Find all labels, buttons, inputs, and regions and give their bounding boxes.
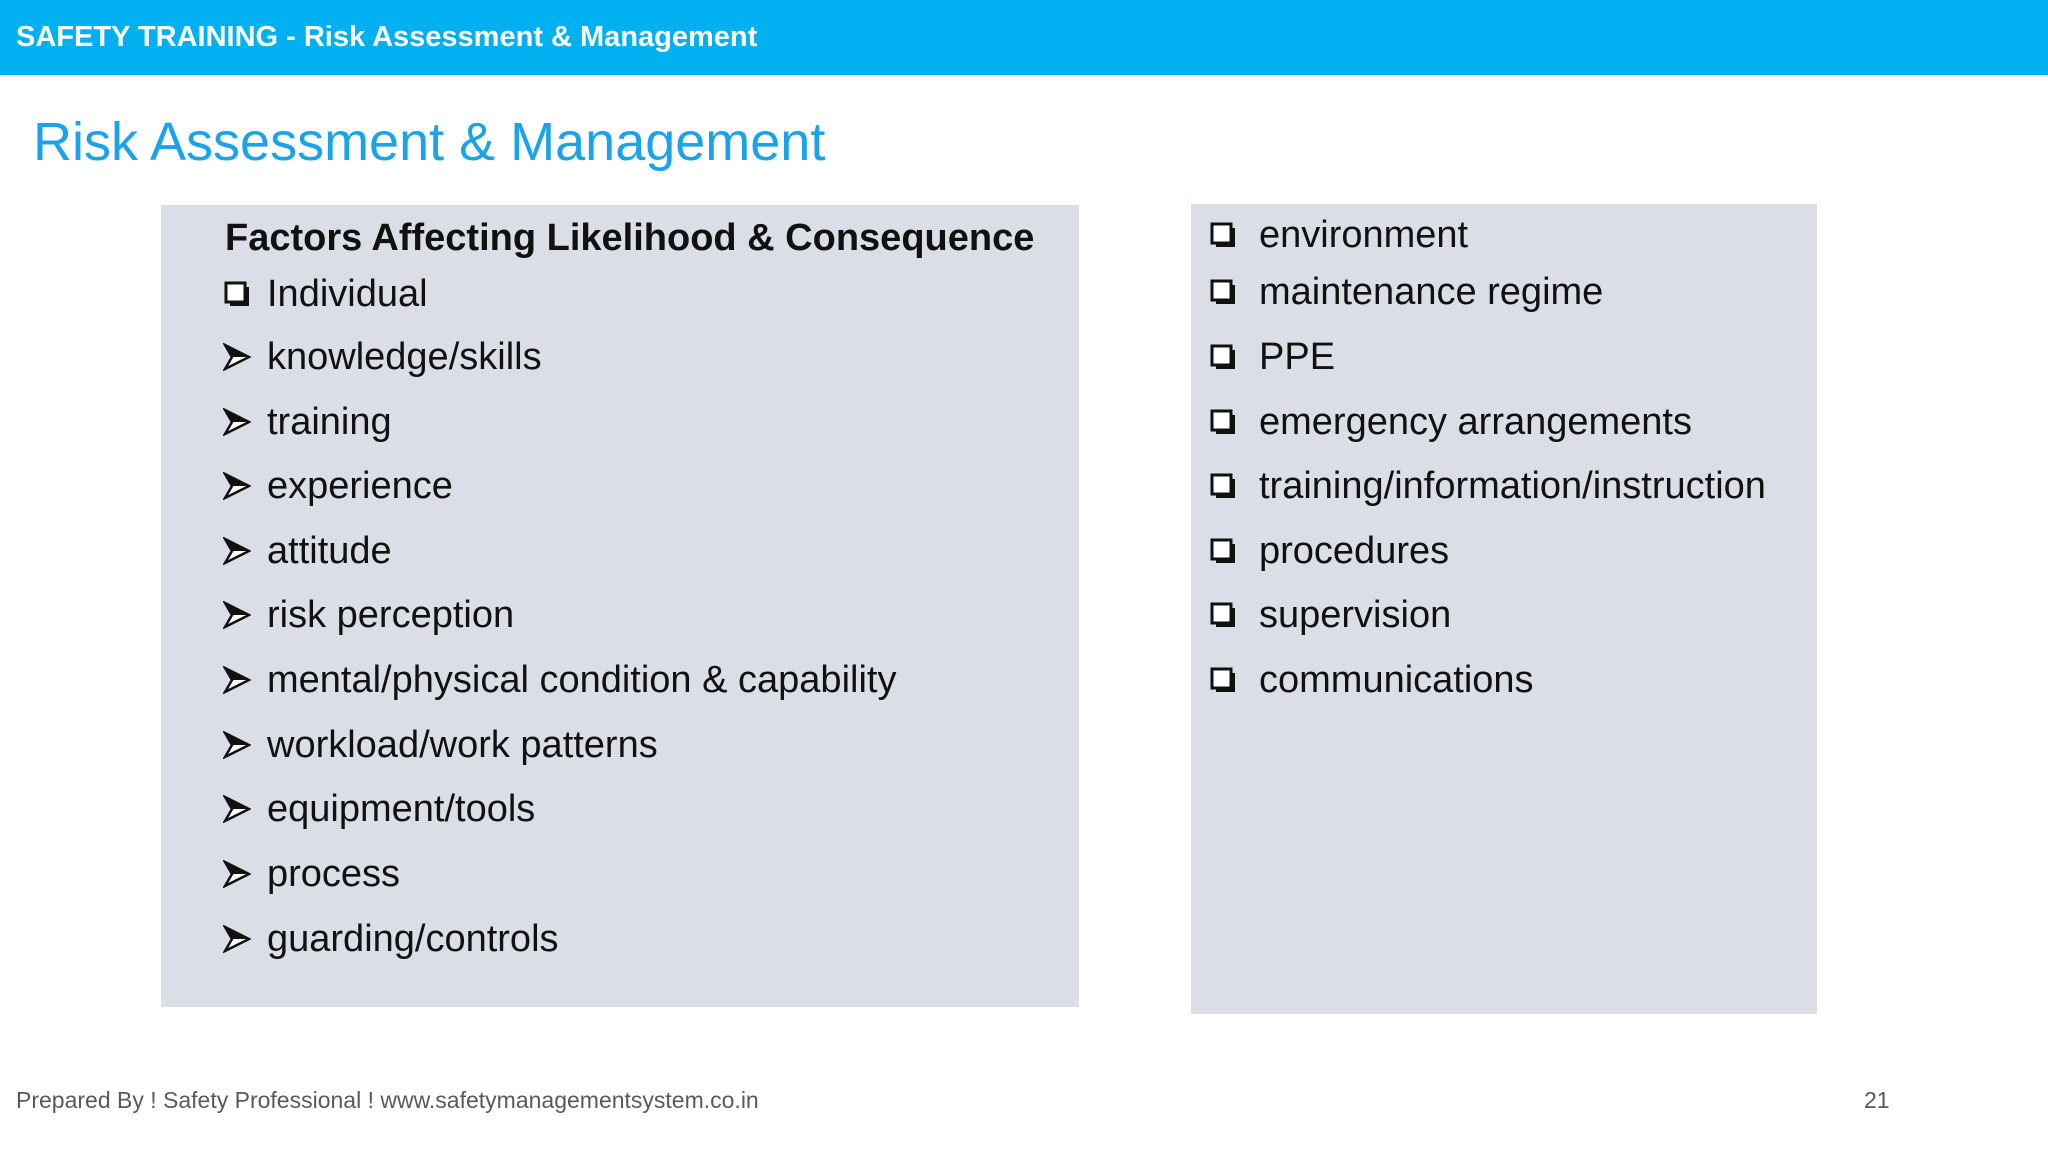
list-item-label: experience xyxy=(267,465,453,507)
arrow-bullet-icon xyxy=(223,718,267,772)
arrow-bullet-icon xyxy=(223,459,267,513)
arrow-bullet-icon xyxy=(223,524,267,578)
checkbox-icon xyxy=(1209,330,1253,384)
page-number: 21 xyxy=(1864,1087,1890,1113)
list-item-label: Individual xyxy=(267,273,428,315)
list-item-label: attitude xyxy=(267,530,392,572)
left-panel xyxy=(161,205,1079,1007)
list-item-label: knowledge/skills xyxy=(267,336,542,378)
arrow-bullet-icon xyxy=(223,912,267,966)
list-item-label: risk perception xyxy=(267,594,515,636)
list-item-label: equipment/tools xyxy=(267,788,536,830)
list-item-label: training xyxy=(267,401,392,443)
page-title: Risk Assessment & Management xyxy=(33,112,826,172)
checkbox-icon xyxy=(1209,459,1253,513)
arrow-bullet-icon xyxy=(223,395,267,449)
list-item-label: maintenance regime xyxy=(1259,271,1604,313)
arrow-bullet-icon xyxy=(223,653,267,707)
checkbox-icon xyxy=(1209,208,1253,262)
footer-text: Prepared By ! Safety Professional ! www.safetymanagementsystem.co.in xyxy=(16,1087,759,1113)
list-item-label: training/information/instruction xyxy=(1259,465,1766,507)
arrow-bullet-icon xyxy=(223,782,267,836)
header-title: SAFETY TRAINING - Risk Assessment & Management xyxy=(16,21,758,53)
list-item-label: process xyxy=(267,853,401,895)
list-item-label: mental/physical condition & capability xyxy=(267,659,897,701)
list-item-label: environment xyxy=(1259,214,1469,256)
header-bar xyxy=(0,0,2048,75)
right-panel xyxy=(1191,204,1817,1014)
panel-heading: Factors Affecting Likelihood & Consequence xyxy=(225,217,1035,259)
checkbox-icon xyxy=(1209,395,1253,449)
checkbox-icon xyxy=(1209,588,1253,642)
checkbox-icon xyxy=(1209,524,1253,578)
arrow-bullet-icon xyxy=(223,847,267,901)
list-item-label: PPE xyxy=(1259,336,1336,378)
list-item-label: emergency arrangements xyxy=(1259,401,1692,443)
checkbox-icon xyxy=(1209,653,1253,707)
list-item-label: workload/work patterns xyxy=(267,724,658,766)
arrow-bullet-icon xyxy=(223,588,267,642)
checkbox-icon xyxy=(223,267,267,321)
list-item-label: supervision xyxy=(1259,594,1452,636)
list-item-label: guarding/controls xyxy=(267,918,559,960)
list-item-label: communications xyxy=(1259,659,1534,701)
checkbox-icon xyxy=(1209,265,1253,319)
arrow-bullet-icon xyxy=(223,330,267,384)
list-item-label: procedures xyxy=(1259,530,1450,572)
